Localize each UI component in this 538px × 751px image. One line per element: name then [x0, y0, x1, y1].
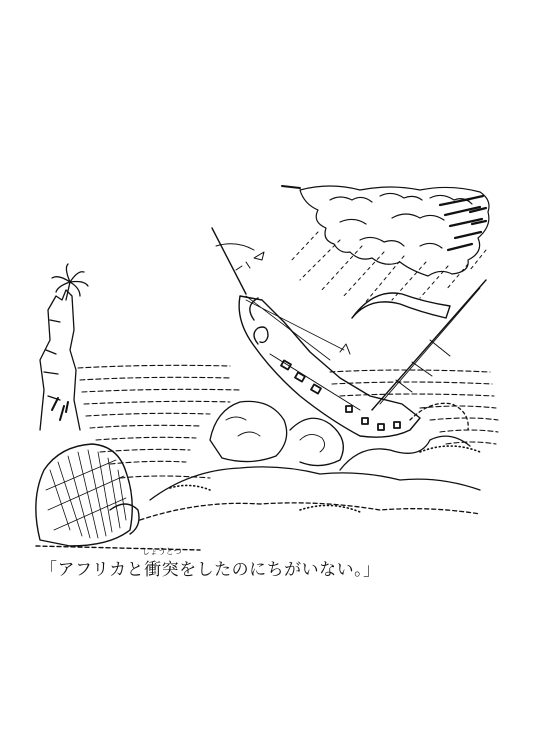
caption-ruby-base: 衝突 [144, 560, 180, 580]
caption-text-after: をしたのにちがいない。」 [179, 560, 381, 580]
caption-text-before: 「アフリカと [40, 560, 145, 580]
foreground-rock [36, 444, 200, 550]
breaking-waves [140, 401, 480, 520]
caption [40, 547, 440, 580]
caption-ruby-reading: しょうとつ [141, 547, 182, 556]
island-cliff [40, 264, 88, 430]
caption-ruby [141, 547, 182, 580]
sea-spray [170, 446, 480, 512]
sea-surface [78, 365, 498, 478]
storm-cloud [282, 186, 489, 276]
